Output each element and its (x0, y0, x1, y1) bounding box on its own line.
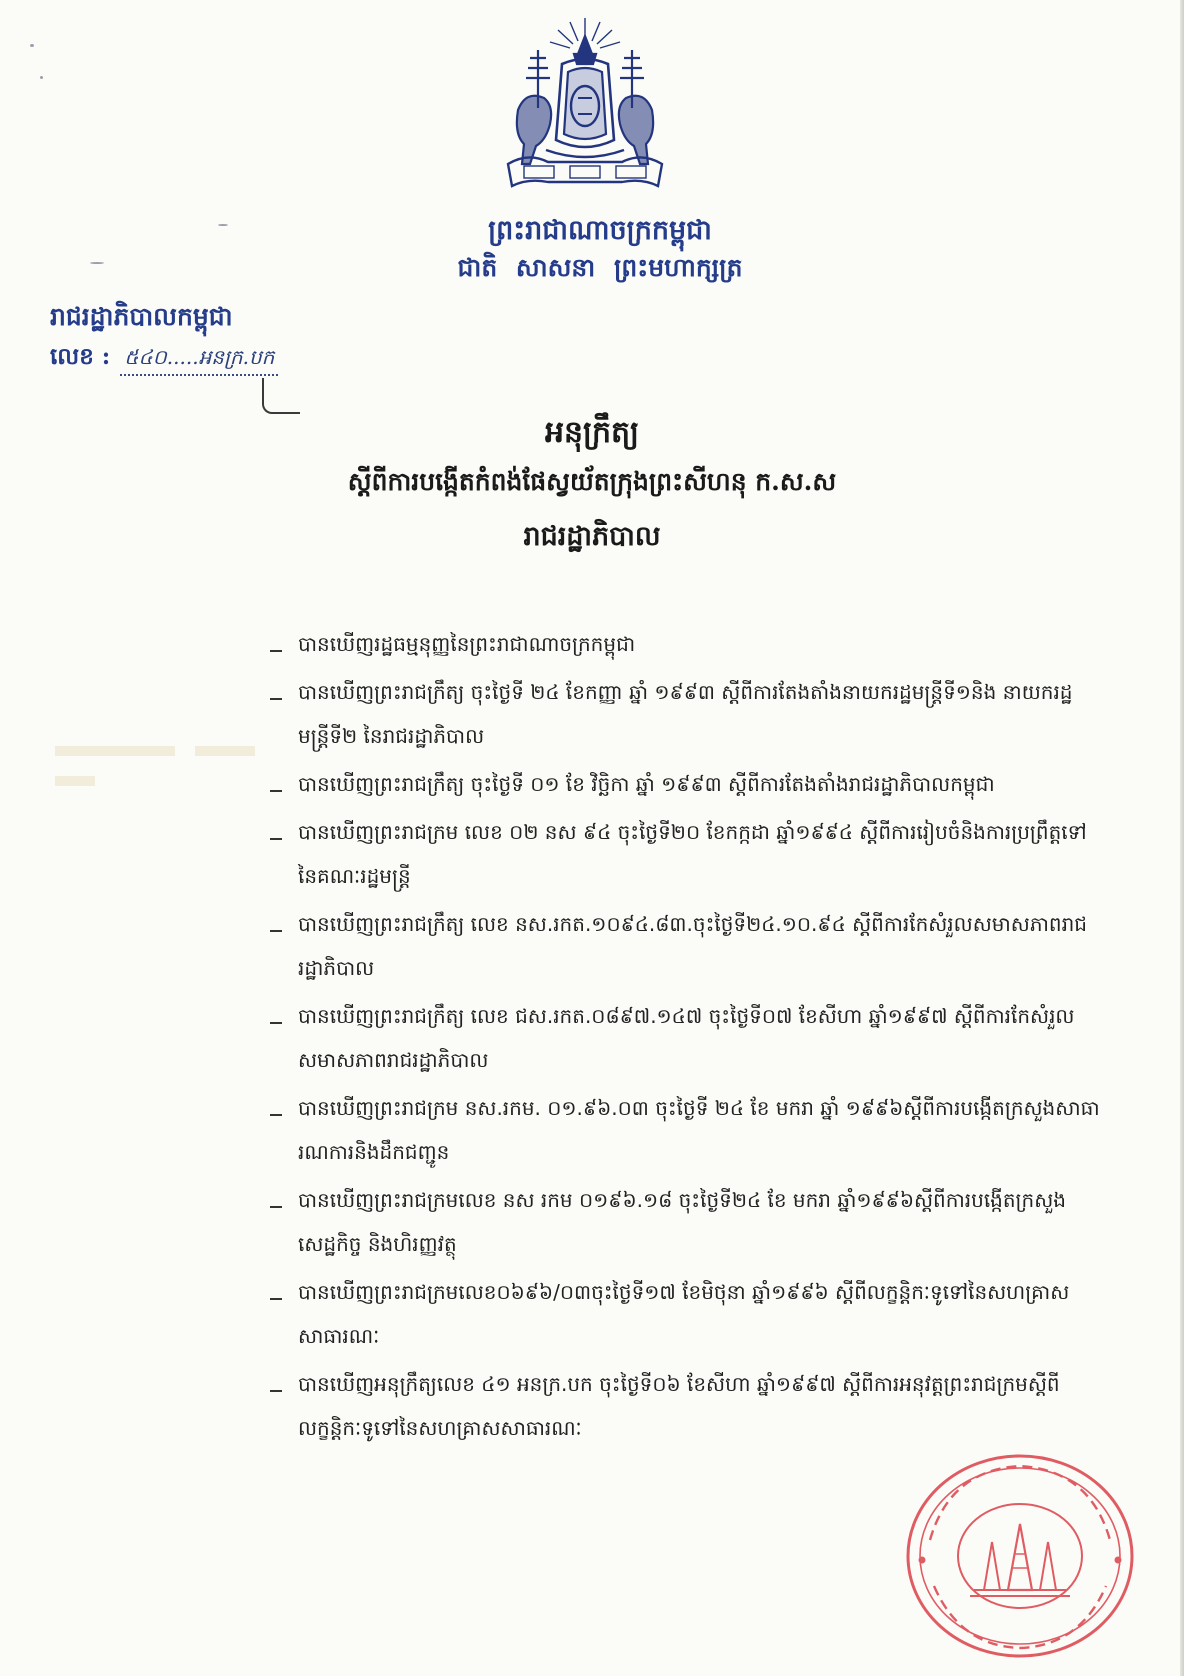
scan-speck (90, 262, 104, 264)
considerations-list (270, 622, 1110, 1454)
handwritten-mark (262, 378, 300, 414)
scan-speck (218, 224, 228, 226)
reference-number-row (50, 336, 410, 376)
consideration-item (270, 1086, 1110, 1174)
scan-speck (30, 44, 34, 47)
official-seal-stamp-icon (900, 1450, 1140, 1662)
consideration-item (270, 1270, 1110, 1358)
consideration-text: បានឃើញរដ្ឋធម្មនុញ្ញនៃព្រះរាជាណាចក្រកម្ពុជា (298, 632, 636, 656)
kingdom-title: ព្រះរាជាណាចក្រកម្ពុជា (488, 215, 712, 246)
issuer-name: រាជរដ្ឋាភិបាលកម្ពុជា (50, 302, 233, 331)
consideration-text: បានឃើញព្រះរាជក្រមលេខ០៦៩៦/០៣ចុះថ្ងៃទី១៧ ខែមិថុនា ឆ្នាំ១៩៩៦ ស្តីពីលក្ខន្តិកៈទូទៅនៃសហគ្រាសសាធារណៈ (298, 1280, 1070, 1348)
dash-bullet (270, 698, 282, 700)
dash-bullet (270, 838, 282, 840)
consideration-text: បានឃើញព្រះរាជក្រម នស.រកម. ០១.៩៦.០៣ ចុះថ្ងៃទី ២៤ ខែ មករា ឆ្នាំ ១៩៩៦ស្តីពីការបង្កើតក្រសួងសាធារណការនិងដឹកជញ្ជូន (298, 1096, 1100, 1164)
document-subject: ស្តីពីការបង្កើតកំពង់ផែស្វយ័តក្រុងព្រះសីហនុ ក.ស.ស (347, 467, 837, 496)
kingdom-header (380, 212, 820, 286)
dash-bullet (270, 790, 282, 792)
consideration-item (270, 1362, 1110, 1450)
consideration-item (270, 670, 1110, 758)
consideration-text: បានឃើញព្រះរាជក្រម លេខ ០២ នស ៩៤ ចុះថ្ងៃទី២០ ខែកក្កដា ឆ្នាំ១៩៩៤ ស្តីពីការរៀបចំនិងការប្រព្រឹត្តទៅ នៃគណៈរដ្ឋមន្ត្រី (298, 820, 1087, 888)
paper-edge (1180, 0, 1184, 1676)
consideration-text: បានឃើញព្រះរាជក្រមលេខ នស រកម ០១៩៦.១៨ ចុះថ្ងៃទី២៤ ខែ មករា ឆ្នាំ១៩៩៦ស្តីពីការបង្កើតក្រសួងសេដ្ឋកិច្ច និងហិរញ្ញវត្ថុ (298, 1188, 1066, 1256)
consideration-item (270, 762, 1110, 806)
document-type-title: អនុក្រឹត្យ (544, 415, 640, 450)
consideration-item (270, 622, 1110, 666)
royal-coat-of-arms-icon (498, 14, 672, 198)
consideration-text: បានឃើញអនុក្រឹត្យលេខ ៤១ អនក្រ.បក ចុះថ្ងៃទី០៦ ខែសីហា ឆ្នាំ១៩៩៧ ស្តីពីការអនុវត្តព្រះរាជក្រមស្តីពីលក្ខន្តិកៈទូទៅនៃសហគ្រាសសាធារណៈ (298, 1372, 1060, 1440)
dash-bullet (270, 1298, 282, 1300)
dash-bullet (270, 930, 282, 932)
scan-speck (40, 76, 43, 79)
dash-bullet (270, 650, 282, 652)
consideration-item (270, 810, 1110, 898)
reference-label: លេខ : (50, 343, 111, 370)
dash-bullet (270, 1022, 282, 1024)
consideration-item (270, 1178, 1110, 1266)
dash-bullet (270, 1114, 282, 1116)
dash-bullet (270, 1390, 282, 1392)
dash-bullet (270, 1206, 282, 1208)
consideration-text: បានឃើញព្រះរាជក្រឹត្យ ចុះថ្ងៃទី ០១ ខែ វិច្ឆិកា ឆ្នាំ ១៩៩៣ ស្តីពីការតែងតាំងរាជរដ្ឋាភិបាលកម្ពុជា (298, 772, 995, 796)
issuer-block (50, 298, 410, 376)
issuing-body-heading: រាជរដ្ឋាភិបាល (523, 521, 661, 552)
document-titles (200, 410, 984, 560)
national-motto: ជាតិ សាសនា ព្រះមហាក្សត្រ (457, 253, 743, 282)
consideration-item (270, 902, 1110, 990)
consideration-text: បានឃើញព្រះរាជក្រឹត្យ លេខ នស.រកត.១០៩៤.៨៣.ចុះថ្ងៃទី២៤.១០.៩៤ ស្តីពីការកែសំរួលសមាសភាពរាជរដ្ឋាភិបាល (298, 912, 1087, 980)
consideration-item (270, 994, 1110, 1082)
consideration-text: បានឃើញព្រះរាជក្រឹត្យ ចុះថ្ងៃទី ២៤ ខែកញ្ញា ឆ្នាំ ១៩៩៣ ស្តីពីការតែងតាំងនាយករដ្ឋមន្ត្រីទី១និង នាយករដ្ឋមន្ត្រីទី២ នៃរាជរដ្ឋាភិបាល (298, 680, 1073, 748)
bleed-through-artifact (55, 740, 265, 800)
consideration-text: បានឃើញព្រះរាជក្រឹត្យ លេខ ជស.រកត.០៨៩៧.១៤៧ ចុះថ្ងៃទី០៧ ខែសីហា ឆ្នាំ១៩៩៧ ស្តីពីការកែសំរួលសមាសភាពរាជរដ្ឋាភិបាល (298, 1004, 1075, 1072)
reference-number-handwritten: ៥៤០.....អនក្រ.បក (120, 344, 278, 376)
